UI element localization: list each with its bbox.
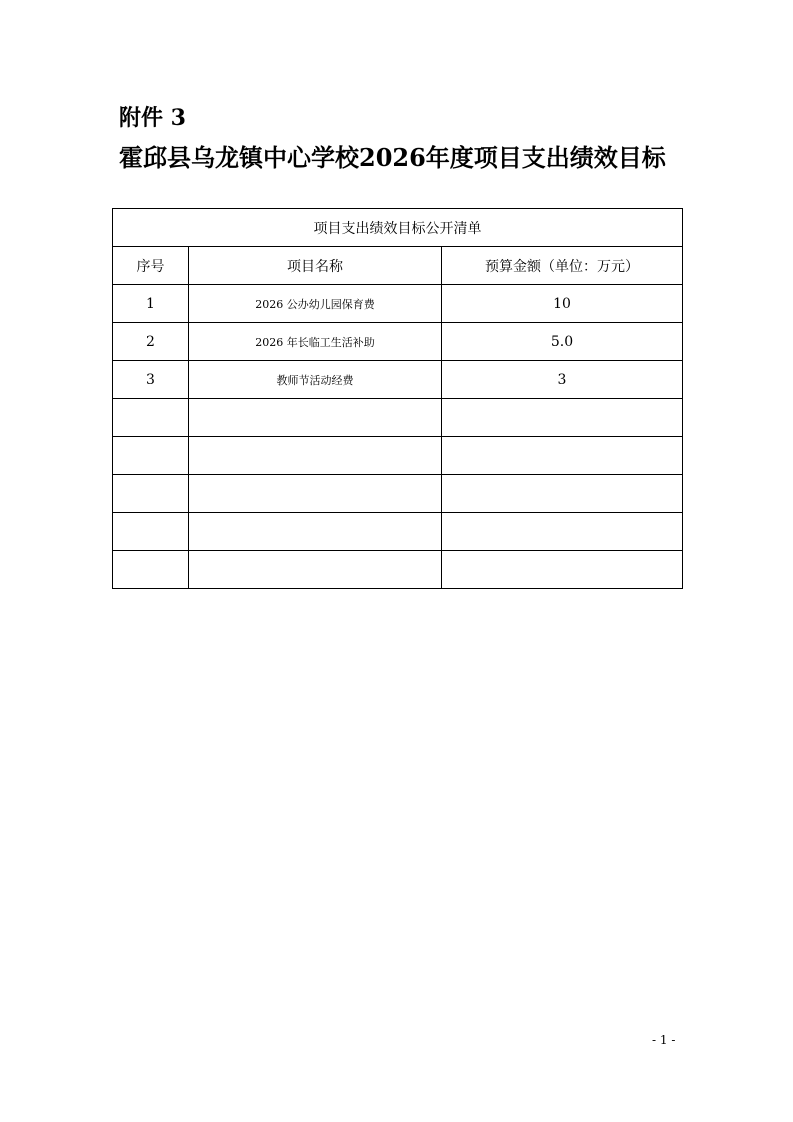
row-index-cell: 3	[113, 361, 189, 399]
table-caption-row	[113, 209, 683, 247]
project-name-cell: 2026 年长临工生活补助	[189, 323, 442, 361]
column-header-project-name: 项目名称	[189, 247, 442, 285]
row-index-cell	[113, 513, 189, 551]
budget-cell: 10	[442, 285, 683, 323]
project-name-cell: 教师节活动经费	[189, 361, 442, 399]
project-name-cell	[189, 399, 442, 437]
table-row-empty	[113, 475, 683, 513]
table-header-row	[113, 247, 683, 285]
budget-cell	[442, 551, 683, 589]
table-row-empty	[113, 437, 683, 475]
row-index-cell	[113, 551, 189, 589]
row-index-cell	[113, 399, 189, 437]
budget-cell: 3	[442, 361, 683, 399]
table-row	[113, 323, 683, 361]
row-index-cell	[113, 475, 189, 513]
project-list-table	[112, 208, 683, 589]
budget-cell	[442, 437, 683, 475]
row-index-cell	[113, 437, 189, 475]
project-name-cell	[189, 437, 442, 475]
row-index-cell: 1	[113, 285, 189, 323]
column-header-budget: 预算金额（单位：万元）	[442, 247, 683, 285]
project-name-cell	[189, 475, 442, 513]
budget-cell	[442, 475, 683, 513]
table-row-empty	[113, 513, 683, 551]
column-header-index: 序号	[113, 247, 189, 285]
budget-cell	[442, 399, 683, 437]
table-caption: 项目支出绩效目标公开清单	[113, 209, 683, 247]
project-name-cell	[189, 513, 442, 551]
row-index-cell: 2	[113, 323, 189, 361]
project-name-cell: 2026 公办幼儿园保育费	[189, 285, 442, 323]
document-title: 霍邱县乌龙镇中心学校2026年度项目支出绩效目标	[119, 143, 666, 172]
table-row	[113, 361, 683, 399]
budget-cell: 5.0	[442, 323, 683, 361]
table-row-empty	[113, 551, 683, 589]
table-row-empty	[113, 399, 683, 437]
project-name-cell	[189, 551, 442, 589]
budget-cell	[442, 513, 683, 551]
table-row	[113, 285, 683, 323]
page-number: - 1 -	[652, 1033, 676, 1047]
attachment-label: 附件 3	[119, 105, 186, 131]
